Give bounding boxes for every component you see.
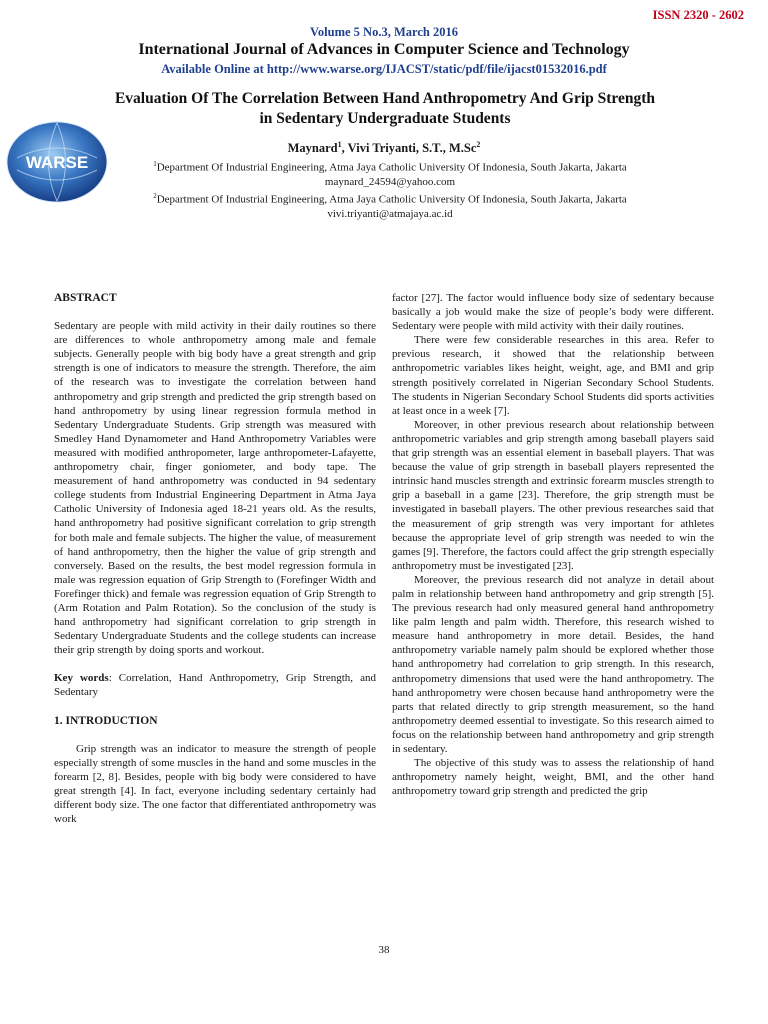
affiliation-1-dept: Department Of Industrial Engineering, Atma Jaya Catholic University Of Indonesia, South Jakarta, Jakarta (156, 161, 627, 174)
authors (0, 140, 768, 156)
title-line-1: Evaluation Of The Correlation Between Hand Anthropometry And Grip Strength (114, 90, 656, 107)
logo-text: WARSE (25, 153, 89, 172)
keywords-label: Key words (54, 672, 109, 685)
keywords (54, 671, 376, 699)
volume-info: Volume 5 No.3, March 2016 (310, 25, 458, 39)
issn: ISSN 2320 - 2602 (652, 8, 744, 22)
abstract-text: Sedentary are people with mild activity in their daily routines so there are differences to whole anthropometry among male and female subjects. Generally people with big body have a great strength and grip strength is one of indicators to measure the strength. Therefore, the aim of the research was to investigate the correlation between hand anthropometry and grip strength and predicted the grip strength based on hand anthropometry by using linear regression formula method in Sedentary Undergraduate Students. Grip strength was measured with Smedley Hand Dynamometer and Hand Anthropometry Variables were measured with modified anthropometer, large anthropometer-Lafayette, anthropometry chair, finger goniometer, and body tape. The measurement of hand anthropometry was conducted in 94 sedentary college students from Industrial Engineering Department in Atma Jaya Catholic University of Indonesia aged 18-21 years old. As the results, hand anthropometry had positive significant correlation to grip strength for both male and female subjects. The higher the value, of measurement of hand anthropometry, then the higher the value of grip strength and conversely. Based on the results, the best model regression formula in male was regression equation of Grip Strength to (Forefinger Width and Forefinger thick) and female was regression equation of Grip Strength to (Arm Rotation and Palm Rotation). So the conclusion of the study is hand anthropometry had significant correlation to grip strength in Sedentary Undergraduate Students and the college students can increase their grip strength by doing sports and workout. (54, 320, 376, 657)
paragraph-1: factor [27]. The factor would influence body size of sedentary because basically a job would make the size of people’s body were different. Sedentary were people with mild activity with their daily routines. (392, 292, 714, 333)
globe-logo-icon (2, 118, 112, 204)
page-number: 38 (378, 944, 390, 956)
paper-title (40, 89, 730, 129)
paragraph-4: Moreover, the previous research did not analyze in detail about palm in relationship between hand anthropometry and grip strength [5]. The previous research had only measured general hand anthropometry like palm length and palm width. Therefore, this research wished to measure hand anthropometry in more detail. Besides, the hand anthropometry variable namely palm should be explored whether those hand anthropometry had correlation to grip strength. In this research, anthropometry dimensions that used were the hand anthropometry. The hand anthropometry were chosen because hand anthropometry were the parts that related directly to grip strength measurement, so the hand anthropometry deemed essential to investigate. So this research aimed to focus on the relationship between hand anthropometry and grip strength in sedentary. (392, 573, 714, 755)
warse-logo (2, 118, 112, 204)
author-1: Maynard (287, 141, 338, 156)
affiliation-2-dept: Department Of Industrial Engineering, Atma Jaya Catholic University Of Indonesia, South Jakarta, Jakarta (156, 193, 627, 206)
affiliation-2 (110, 189, 670, 221)
affiliation-1-email[interactable]: maynard_24594@yahoo.com (324, 175, 456, 188)
author-separator: , (341, 141, 348, 156)
paragraph-2: There were few considerable researches in this area. Refer to previous research, it showed that the relationship between anthropometric variables likes height, weight, age, and BMI and grip strength positively correlated in Nigerian Secondary School Students. The students in Nigerian Secondary School Students did sports activities at least once in a week [7]. (392, 334, 714, 417)
keywords-text: : Correlation, Hand Anthropometry, Grip Strength, and Sedentary (54, 672, 376, 699)
paragraph-5: The objective of this study was to assess the relationship of hand anthropometry namely height, weight, BMI, and the other hand anthropometry toward grip strength and predicted the grip (392, 757, 714, 798)
author-1-sup: 1 (337, 140, 342, 149)
introduction-paragraph: Grip strength was an indicator to measure the strength of people especially strength of some muscles in the hand and some muscles in the forearm [2, 8]. Besides, people with big body were considered to have great strength [4]. In fact, everyone including sedentary certainly had different body size. The one factor that differentiated anthropometry was work (54, 742, 376, 826)
left-column (54, 291, 376, 840)
affiliation-2-sup: 2 (153, 192, 157, 200)
author-2-sup: 2 (476, 140, 481, 149)
affiliation-2-email[interactable]: vivi.triyanti@atmajaya.ac.id (327, 207, 453, 220)
affiliation-1-sup: 1 (153, 160, 157, 168)
abstract-heading: ABSTRACT (54, 292, 117, 304)
paragraph-3: Moreover, in other previous research about relationship between anthropometric variables and grip strength among baseball players said that grip strength was an essential element in baseball players. That was because the value of grip strength in baseball players represented the intrinsic hand muscles strength and extrinsic forearm muscles strength to grip a baseball in a game [23]. Therefore, the grip strength must be investigated in baseball players. The other previous researches said that the measurement of grip strength was very important for athletes because the appropriate level of grip strength was needed to win the games [9]. Therefore, the factors could affect the grip strength especially anthropometry must be investigated [23]. (392, 418, 714, 572)
affiliation-1 (110, 157, 670, 189)
author-2: Vivi Triyanti, S.T., M.Sc (347, 141, 477, 156)
introduction-heading: 1. INTRODUCTION (54, 714, 158, 727)
availability-link[interactable]: Available Online at http://www.warse.org/IJACST/static/pdf/file/ijacst01532016.pdf (161, 62, 607, 76)
right-column (392, 291, 714, 798)
title-line-2: in Sedentary Undergraduate Students (259, 110, 511, 127)
journal-title: International Journal of Advances in Computer Science and Technology (138, 41, 630, 58)
